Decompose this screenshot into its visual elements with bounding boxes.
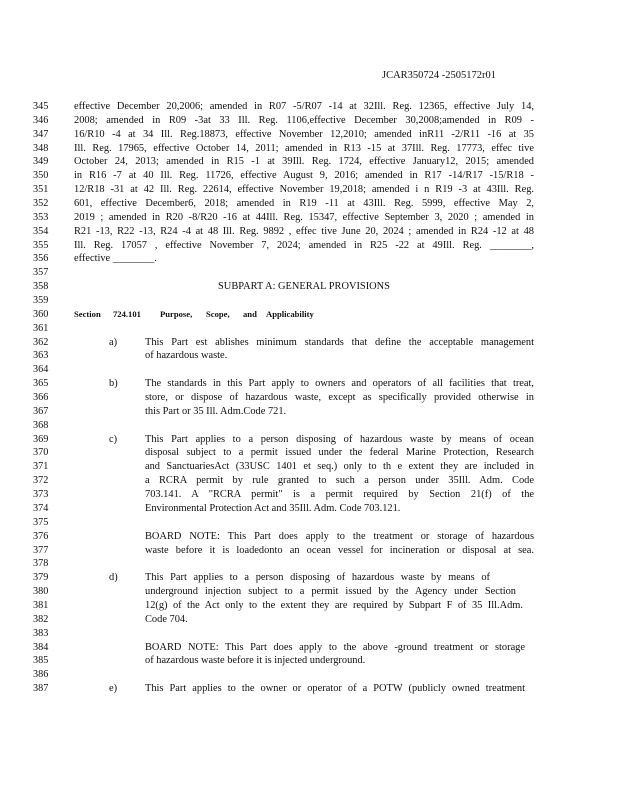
history-line (0, 100, 618, 114)
subpart-line (0, 280, 618, 294)
item-c-line (0, 433, 618, 447)
item-marker: e) (109, 683, 118, 695)
history-line (0, 252, 618, 266)
item-c-line (0, 474, 618, 488)
line-text: BOARD NOTE: This Part does apply to the above -ground treatment or storage (145, 641, 525, 653)
section-title-word: Applicability (266, 308, 314, 319)
line-number: 379 (33, 572, 49, 584)
line-number: 386 (33, 669, 49, 681)
item-b-line (0, 405, 618, 419)
line-number: 348 (33, 142, 49, 154)
board-note-line (0, 641, 618, 655)
line-number: 384 (33, 641, 49, 653)
blank-line (0, 516, 618, 530)
item-d-line (0, 571, 618, 585)
item-c-line (0, 488, 618, 502)
line-text: October 24, 2013; amended in R15 -1 at 39Ill. Reg. 1724, effective January12, 2015; amended (74, 156, 534, 168)
history-line (0, 239, 618, 253)
section-label: Section (74, 308, 101, 319)
item-a-line (0, 349, 618, 363)
line-number: 362 (33, 336, 49, 348)
section-title-word: and (243, 308, 257, 319)
line-text: of hazardous waste before it is injected underground. (145, 655, 366, 667)
line-number: 363 (33, 350, 49, 362)
line-number: 357 (33, 267, 49, 279)
line-number: 372 (33, 475, 49, 487)
line-number: 387 (33, 683, 49, 695)
line-text: and SanctuariesAct (33USC 1401 et seq.) only to th e extent they are included in (145, 461, 534, 473)
line-text: BOARD NOTE: This Part does apply to the treatment or storage of hazardous (145, 530, 534, 542)
item-marker: b) (109, 378, 118, 390)
document-body (0, 100, 618, 696)
line-number: 367 (33, 405, 49, 417)
item-e-line (0, 682, 618, 696)
line-text: This Part applies to the owner or operator of a POTW (publicly owned treatment (145, 683, 525, 695)
item-b-line (0, 377, 618, 391)
line-text: a RCRA permit by rule granted to such a person under 35Ill. Adm. Code (145, 475, 534, 487)
line-number: 346 (33, 114, 49, 126)
history-line (0, 197, 618, 211)
line-number: 358 (33, 281, 49, 293)
line-number: 349 (33, 156, 49, 168)
blank-line (0, 557, 618, 571)
history-line (0, 142, 618, 156)
line-text: 16/R10 -4 at 34 Ill. Reg.18873, effective November 12,2010; amended inR11 -2/R11 -16 at 35 (74, 128, 534, 140)
section-heading (0, 308, 618, 322)
item-marker: d) (109, 572, 118, 584)
line-number: 378 (33, 558, 49, 570)
board-note-line (0, 530, 618, 544)
history-line (0, 225, 618, 239)
line-number: 380 (33, 586, 49, 598)
section-title-word: Scope, (206, 308, 230, 319)
line-number: 366 (33, 392, 49, 404)
line-number: 356 (33, 253, 49, 265)
line-text: disposal subject to a permit issued under the federal Marine Protection, Research (145, 447, 534, 459)
line-number: 385 (33, 655, 49, 667)
item-d-line (0, 613, 618, 627)
item-c-line (0, 502, 618, 516)
line-number: 373 (33, 489, 49, 501)
line-text: 12(g) of the Act only to the extent they are required by Subpart F of 35 Ill.Adm. (145, 599, 523, 611)
item-marker: a) (109, 336, 118, 348)
document-id-header: JCAR350724 -2505172r01 (382, 70, 497, 81)
line-number: 382 (33, 613, 49, 625)
line-number: 361 (33, 322, 49, 334)
line-text: R21 -13, R22 -13, R24 -4 at 48 Ill. Reg. 9892 , effec tive June 20, 2024 ; amended in R24 -12 at 48 (74, 225, 534, 237)
line-text: Environmental Protection Act and 35Ill. Adm. Code 703.121. (145, 502, 401, 514)
line-number: 353 (33, 211, 49, 223)
line-text: This Part applies to a person disposing of hazardous waste by means of (145, 572, 490, 584)
line-number: 351 (33, 184, 49, 196)
line-number: 369 (33, 433, 49, 445)
line-number: 370 (33, 447, 49, 459)
item-d-line (0, 585, 618, 599)
item-marker: c) (109, 433, 118, 445)
history-line (0, 128, 618, 142)
item-d-line (0, 599, 618, 613)
line-text: effective ________. (74, 253, 157, 265)
line-text: waste before it is loadedonto an ocean vessel for incineration or disposal at sea. (145, 544, 534, 556)
line-number: 376 (33, 530, 49, 542)
line-number: 347 (33, 128, 49, 140)
line-text: 2008; amended in R09 -3at 33 Ill. Reg. 1106,effective December 30,2008;amended in R09 - (74, 114, 534, 126)
history-line (0, 183, 618, 197)
history-line (0, 211, 618, 225)
line-number: 374 (33, 502, 49, 514)
line-text: This Part applies to a person disposing of hazardous waste by means of ocean (145, 433, 534, 445)
blank-line (0, 668, 618, 682)
item-c-line (0, 446, 618, 460)
blank-line (0, 322, 618, 336)
line-number: 364 (33, 364, 49, 376)
line-text: Ill. Reg. 17057 , effective November 7, 2024; amended in R25 -22 at 49Ill. Reg. ________, (74, 239, 534, 251)
line-number: 355 (33, 239, 49, 251)
history-line (0, 114, 618, 128)
board-note-line (0, 544, 618, 558)
blank-line (0, 419, 618, 433)
blank-line (0, 627, 618, 641)
line-number: 345 (33, 101, 49, 112)
line-text: this Part or 35 Ill. Adm.Code 721. (145, 405, 287, 417)
line-text: of hazardous waste. (145, 350, 228, 362)
line-text: 601, effective December6, 2018; amended in R19 -11 at 43Ill. Reg. 5999, effective May 2, (74, 198, 534, 210)
line-number: 375 (33, 516, 49, 528)
section-number: 724.101 (113, 308, 141, 319)
section-title-word: Purpose, (160, 308, 193, 319)
board-note-line (0, 654, 618, 668)
line-number: 354 (33, 225, 49, 237)
line-number: 377 (33, 544, 49, 556)
line-number: 371 (33, 461, 49, 473)
line-text: underground injection subject to a permit issued by the Agency under Section (145, 586, 516, 598)
line-number: 350 (33, 170, 49, 182)
blank-line (0, 294, 618, 308)
item-c-line (0, 460, 618, 474)
line-number: 383 (33, 627, 49, 639)
subpart-title: SUBPART A: GENERAL PROVISIONS (218, 281, 390, 293)
blank-line (0, 266, 618, 280)
line-text: Ill. Reg. 17965, effective October 14, 2011; amended in R13 -15 at 37Ill. Reg. 17773, effec tive (74, 142, 534, 154)
line-text: store, or dispose of hazardous waste, except as specifically provided otherwise in (145, 392, 534, 404)
line-text: Code 704. (145, 613, 188, 625)
history-line (0, 169, 618, 183)
line-text: The standards in this Part apply to owners and operators of all facilities that treat, (145, 378, 534, 390)
line-text: 12/R18 -31 at 42 Ill. Reg. 22614, effective November 19,2018; amended i n R19 -3 at 43Ill. Reg. (74, 184, 534, 196)
item-b-line (0, 391, 618, 405)
line-text: 2019 ; amended in R20 -8/R20 -16 at 44Ill. Reg. 15347, effective September 3, 2020 ; amended in (74, 211, 534, 223)
item-a-line (0, 336, 618, 350)
line-number: 359 (33, 295, 49, 307)
line-number: 360 (33, 308, 49, 320)
line-number: 368 (33, 419, 49, 431)
line-number: 381 (33, 599, 49, 611)
line-number: 365 (33, 378, 49, 390)
line-text: effective December 20,2006; amended in R07 -5/R07 -14 at 32Ill. Reg. 12365, effective July 14, (74, 101, 534, 112)
line-text: 703.141. A "RCRA permit" is a permit required by Section 21(f) of the (145, 489, 534, 501)
line-text: in R16 -7 at 40 Ill. Reg. 11726, effective August 9, 2016; amended in R17 -14/R17 -15/R18 - (74, 170, 534, 182)
blank-line (0, 363, 618, 377)
line-number: 352 (33, 198, 49, 210)
history-line (0, 155, 618, 169)
line-text: This Part est ablishes minimum standards that define the acceptable management (145, 336, 534, 348)
